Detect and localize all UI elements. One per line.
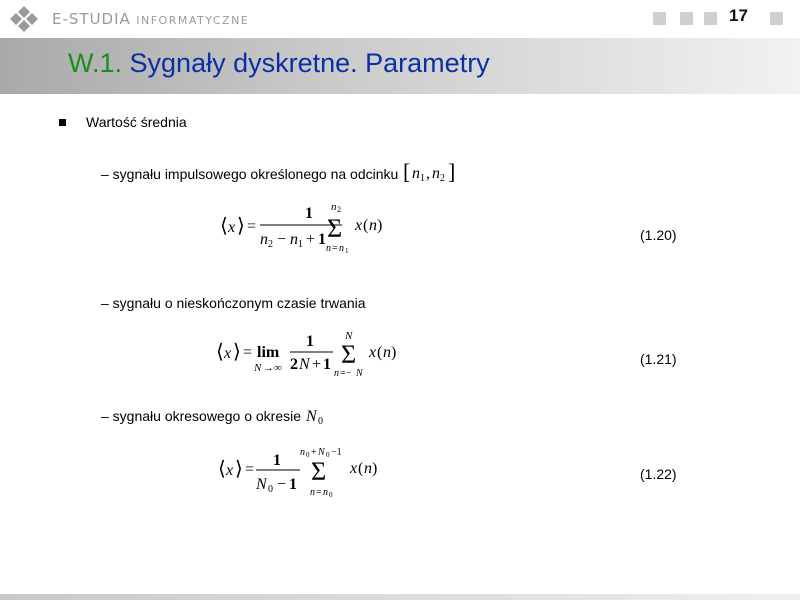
svg-text:1: 1 [298,239,303,250]
svg-text:+: + [311,447,317,458]
formula-1-20-svg [218,198,418,258]
svg-text:N: N [345,330,353,342]
svg-text:2: 2 [440,173,446,184]
svg-text:n: n [323,487,328,498]
svg-text:1: 1 [420,173,426,184]
svg-text:⟩: ⟩ [237,215,245,237]
brand-sub: INFORMATYCZNE [136,14,250,27]
svg-text:+: + [306,231,316,248]
svg-text:2: 2 [337,205,341,214]
svg-text:1: 1 [318,231,326,248]
page-title [68,48,490,79]
svg-text:x: x [350,460,358,477]
svg-text:Σ: Σ [327,214,343,243]
svg-text:1: 1 [323,356,331,373]
svg-text:0: 0 [329,491,333,499]
bullet-marker [59,119,66,126]
svg-text:0: 0 [326,451,330,459]
equation-number: (1.21) [640,351,677,367]
svg-text:2: 2 [268,239,273,250]
equation-number: (1.22) [640,466,677,482]
svg-text:): ) [372,460,378,477]
logo-icon [6,6,42,32]
svg-text:2: 2 [290,356,298,373]
svg-text:N: N [318,447,325,458]
svg-text:n: n [290,231,298,248]
svg-text:n: n [300,447,305,458]
nav-square-button[interactable] [680,12,693,25]
svg-text:x: x [228,219,236,236]
header-bar [0,0,800,38]
svg-text:⟨: ⟨ [220,215,228,237]
svg-text:N: N [256,476,267,493]
svg-text:⟨: ⟨ [218,458,226,480]
svg-text:0: 0 [268,484,273,495]
svg-text:=: = [245,461,255,478]
svg-text:0: 0 [306,451,310,459]
svg-text:⟩: ⟩ [235,458,243,480]
svg-text:n: n [412,165,421,182]
svg-text:(: ( [358,460,364,477]
nav-square-button[interactable] [653,12,666,25]
formula-1-22 [216,444,416,511]
svg-text:n: n [339,243,344,254]
svg-text:(: ( [363,217,369,234]
svg-text:0: 0 [317,416,323,427]
nav-square-button[interactable] [770,12,783,25]
title-bar [0,38,800,94]
svg-text:n: n [310,487,315,498]
svg-text:): ) [377,217,383,234]
svg-text:N: N [356,368,363,379]
svg-text:Σ: Σ [341,340,357,369]
item3-text [101,405,329,427]
formula-1-20 [218,198,418,263]
svg-text:n: n [334,368,339,379]
item1-label: – sygnału impulsowego określonego na odcinku [101,166,399,182]
nav-square-button[interactable] [704,12,717,25]
svg-text:1: 1 [289,476,297,493]
svg-text:N: N [299,356,310,373]
title-number: W.1. [68,48,123,78]
svg-text:n: n [369,217,377,234]
svg-text:n: n [364,460,372,477]
interval-math [402,162,460,186]
svg-text:1: 1 [306,333,314,350]
page-number: 17 [729,6,748,25]
item2-text: – sygnału o nieskończonym czasie trwania [101,295,366,311]
svg-text:n: n [383,344,391,361]
svg-text:=: = [316,487,322,498]
svg-text:N: N [305,408,317,425]
svg-text:=: = [332,243,338,254]
svg-text:x: x [369,344,377,361]
svg-text:1: 1 [345,247,349,255]
svg-text:x: x [226,462,234,479]
svg-text:x: x [224,345,232,362]
svg-text:[: [ [403,162,411,184]
formula-1-22-svg [216,444,416,506]
svg-text:lim: lim [257,344,280,361]
svg-text:]: ] [448,162,456,184]
item1-text [101,162,460,186]
svg-text:n: n [432,165,441,182]
formula-1-21-svg [214,328,414,384]
svg-text:x: x [355,217,363,234]
svg-text:): ) [391,344,397,361]
svg-text:Σ: Σ [311,457,327,486]
item3-label: – sygnału okresowego o okresie [101,408,302,424]
svg-text:N: N [254,362,262,374]
svg-text:−1: −1 [331,447,342,458]
svg-text:=−: =− [340,368,352,379]
equation-number: (1.20) [640,227,677,243]
svg-text:=: = [243,344,253,361]
svg-text:⟩: ⟩ [233,341,241,363]
svg-text:,: , [426,165,431,182]
svg-text:→∞: →∞ [263,362,282,374]
svg-text:n: n [260,231,268,248]
svg-text:(: ( [377,344,383,361]
svg-text:1: 1 [273,452,281,469]
period-math [305,405,329,427]
brand-main: E-STUDIA [52,10,131,28]
svg-text:n: n [326,243,331,254]
svg-text:−: − [277,231,287,248]
svg-text:⟨: ⟨ [216,341,224,363]
brand-name [52,10,249,28]
footer-bar [0,594,800,600]
bullet-text: Wartość średnia [86,114,187,130]
svg-text:=: = [247,218,257,235]
svg-text:n: n [331,201,337,213]
svg-text:+: + [312,356,322,373]
svg-text:−: − [277,476,287,493]
svg-text:1: 1 [305,205,313,222]
formula-1-21 [214,328,414,389]
title-text: Sygnały dyskretne. Parametry [129,48,490,78]
